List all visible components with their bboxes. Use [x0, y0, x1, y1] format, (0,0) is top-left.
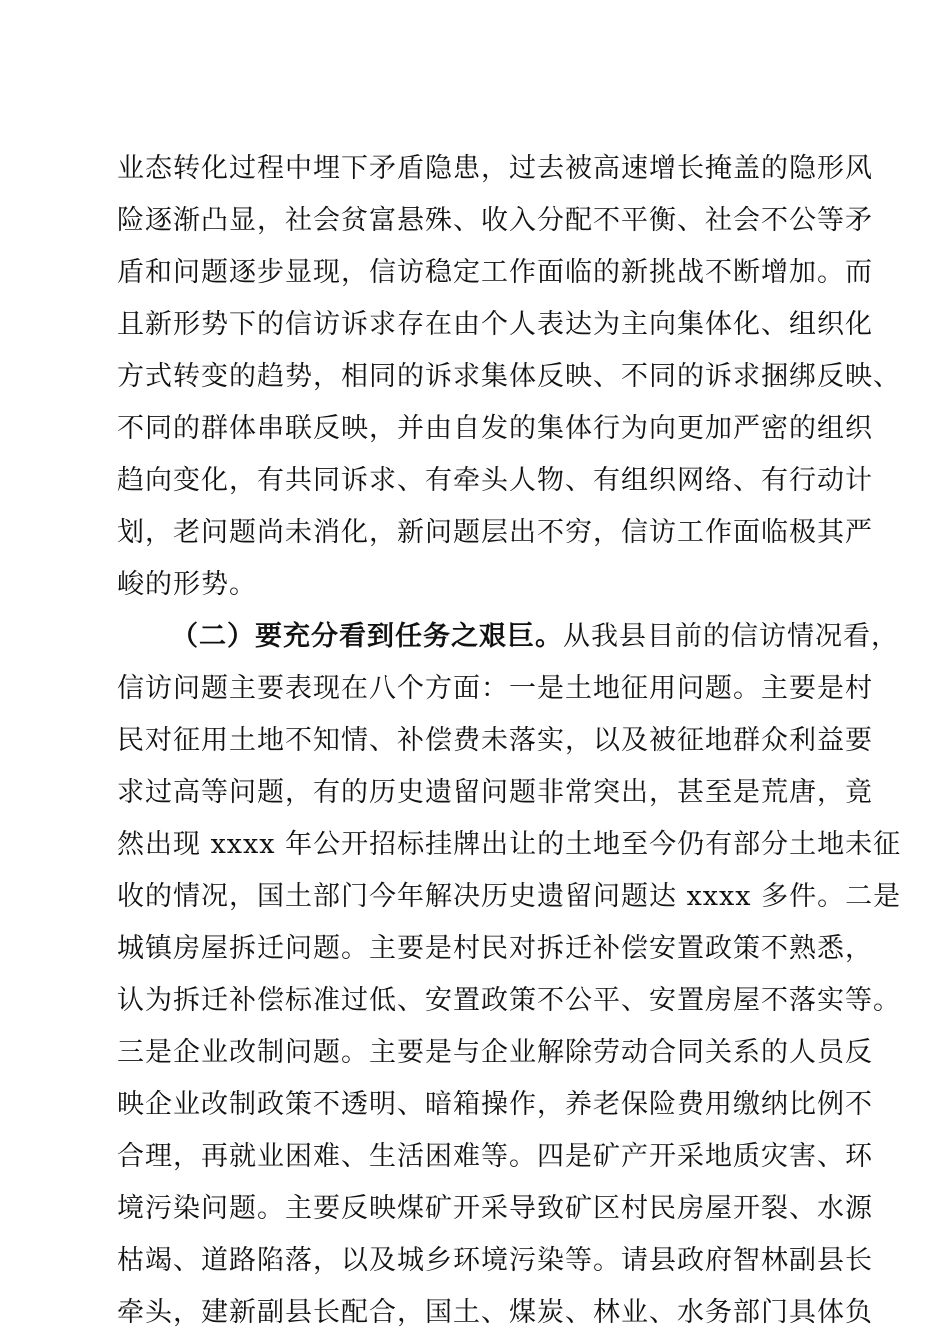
text-line: 然出现 xxxx 年公开招标挂牌出让的土地至今仍有部分土地未征 — [117, 829, 902, 860]
text-line: 业态转化过程中埋下矛盾隐患，过去被高速增长掩盖的隐形风 — [117, 153, 873, 184]
text-line: 收的情况，国土部门今年解决历史遗留问题达 xxxx 多件。二是 — [117, 881, 902, 912]
text-line: 城镇房屋拆迁问题。主要是村民对拆迁补偿安置政策不熟悉， — [117, 933, 873, 964]
text-line: 险逐渐凸显，社会贫富悬殊、收入分配不平衡、社会不公等矛 — [117, 205, 873, 236]
section-heading-line — [117, 611, 899, 663]
body-text — [117, 143, 902, 1339]
text-line: 映企业改制政策不透明、暗箱操作，养老保险费用缴纳比例不 — [117, 1089, 873, 1120]
section-heading-rest: 从我县目前的信访情况看， — [563, 621, 899, 652]
text-line: 境污染问题。主要反映煤矿开采导致矿区村民房屋开裂、水源 — [117, 1193, 873, 1224]
section-heading: （二）要充分看到任务之艰巨。 — [171, 621, 563, 652]
text-line: 认为拆迁补偿标准过低、安置政策不公平、安置房屋不落实等。 — [117, 985, 901, 1016]
text-line: 合理，再就业困难、生活困难等。四是矿产开采地质灾害、环 — [117, 1141, 873, 1172]
text-line: 盾和问题逐步显现，信访稳定工作面临的新挑战不断增加。而 — [117, 257, 873, 288]
text-line: 方式转变的趋势，相同的诉求集体反映、不同的诉求捆绑反映、 — [117, 361, 901, 392]
text-line: 且新形势下的信访诉求存在由个人表达为主向集体化、组织化 — [117, 309, 873, 340]
text-line: 划，老问题尚未消化，新问题层出不穷，信访工作面临极其严 — [117, 517, 873, 548]
text-line: 枯竭、道路陷落，以及城乡环境污染等。请县政府智林副县长 — [117, 1245, 873, 1276]
text-line: 不同的群体串联反映，并由自发的集体行为向更加严密的组织 — [117, 413, 873, 444]
text-line: 三是企业改制问题。主要是与企业解除劳动合同关系的人员反 — [117, 1037, 873, 1068]
text-line: 牵头，建新副县长配合，国土、煤炭、林业、水务部门具体负 — [117, 1297, 873, 1328]
text-line: 求过高等问题，有的历史遗留问题非常突出，甚至是荒唐，竟 — [117, 777, 873, 808]
text-line: 信访问题主要表现在八个方面：一是土地征用问题。主要是村 — [117, 673, 873, 704]
text-line: 趋向变化，有共同诉求、有牵头人物、有组织网络、有行动计 — [117, 465, 873, 496]
text-line: 峻的形势。 — [117, 569, 257, 600]
text-line: 民对征用土地不知情、补偿费未落实，以及被征地群众利益要 — [117, 725, 873, 756]
